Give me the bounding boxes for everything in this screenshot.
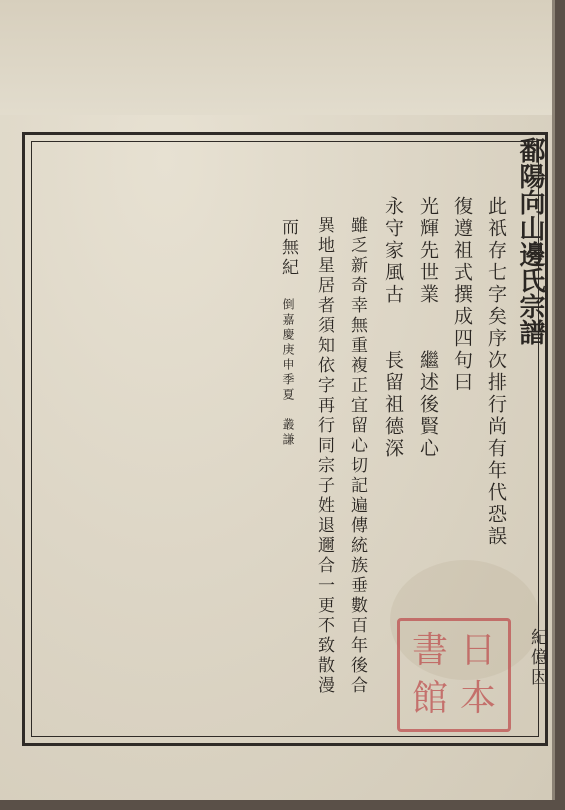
body-line-4: 永守家風古 長留祖德深 — [382, 196, 404, 460]
body-line-2: 復遵祖式撰成四句曰 — [451, 196, 473, 394]
closing-line: 而無紀 — [278, 218, 298, 278]
body-line-5: 雖乏新奇幸無重複正宜留心切記遍傳統族垂數百年後合 — [347, 216, 367, 696]
closing-date-note: 倒嘉慶庚申季夏 叢謙 — [281, 298, 295, 448]
seal-char: 本 — [459, 678, 496, 719]
seal-char: 館 — [411, 678, 448, 719]
body-line-6: 異地星居者須知依字再行同宗子姓退邇合一更不致散漫 — [314, 216, 334, 696]
seal-char: 書 — [411, 630, 448, 671]
genealogy-title: 鄱陽向山邊氏宗譜 — [515, 137, 545, 345]
body-line-3: 光輝先世業 繼述後賢心 — [417, 196, 439, 460]
library-seal — [397, 618, 511, 732]
body-line-1: 此祇存七字矣序次排行尚有年代恐誤 — [485, 196, 507, 548]
right-edge-note: 紀億因 — [527, 628, 547, 688]
top-margin — [0, 0, 552, 115]
seal-char: 日 — [459, 630, 496, 671]
